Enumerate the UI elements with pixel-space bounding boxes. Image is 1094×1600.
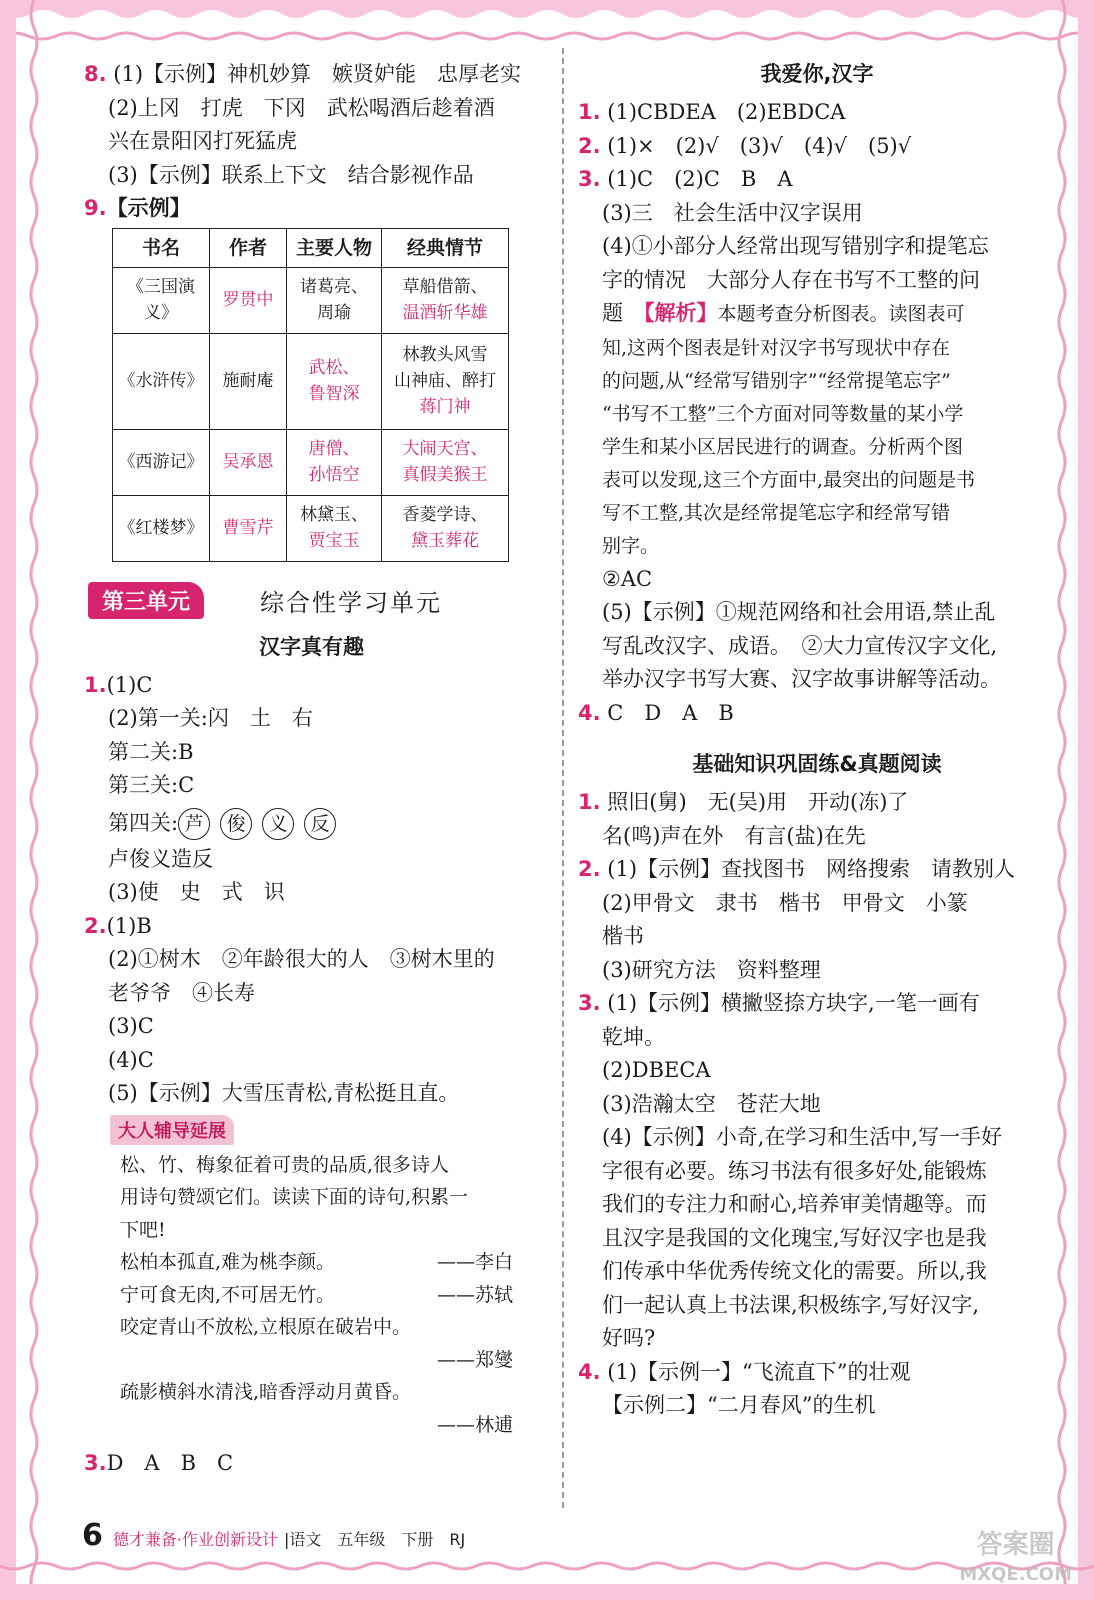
- person: 周瑜: [317, 303, 351, 323]
- table-header: 书名: [113, 228, 210, 267]
- table-header-row: [113, 228, 509, 267]
- r-q3-line: 举办汉字书写大赛、汉字故事讲解等活动。: [602, 667, 1001, 691]
- circled-char: 俊: [220, 808, 252, 840]
- footer-info: |语文 五年级 下册 RJ: [283, 1530, 466, 1549]
- page-number: 6: [82, 1518, 103, 1553]
- table-cell-author: 曹雪芹: [210, 495, 287, 561]
- q2-line: [84, 910, 539, 944]
- extension-tag: 大人辅导延展: [110, 1115, 234, 1145]
- person: 贾宝玉: [308, 531, 360, 551]
- q9-label: 【示例】: [106, 196, 191, 220]
- poem-line: [84, 1246, 539, 1279]
- table-header: 主要人物: [287, 228, 382, 267]
- table-cell-plot: [382, 267, 509, 333]
- b1-text: 照旧(舅) 无(吴)用 开动(冻)了: [607, 790, 909, 814]
- r-q3-analysis-line: 的问题,从“经常写错别字”“经常提笔忘字”: [602, 369, 951, 392]
- r-q3-line: [578, 163, 1056, 197]
- books-table: [112, 228, 509, 562]
- q3-text: D A B C: [106, 1451, 234, 1475]
- r-q3-analysis-line: [578, 297, 1056, 332]
- analysis-tag: 【解析】: [644, 301, 718, 325]
- stage4-label: 第四关:: [108, 810, 179, 835]
- person: 鲁智深: [308, 384, 360, 404]
- poem-author: ——苏轼: [436, 1283, 513, 1306]
- r-q3-line: 字的情况 大部分人存在书写不工整的问: [602, 267, 980, 292]
- table-cell-author: 吴承恩: [210, 429, 287, 495]
- right-column: [578, 58, 1056, 1423]
- unit-title: 综合性学习单元: [260, 588, 443, 617]
- table-row: [113, 267, 509, 333]
- q3-line: [84, 1447, 539, 1481]
- r-q3-line: (4)①小部分人经常出现写错别字和提笔忘: [602, 234, 989, 258]
- r-q4-line: [578, 697, 1056, 731]
- table-row: [113, 333, 509, 429]
- table-cell-author: 罗贯中: [210, 267, 287, 333]
- b1-line: [578, 786, 1056, 820]
- q8-text: (1)【示例】神机妙算 嫉贤妒能 忠厚老实: [113, 62, 522, 86]
- q1-line: 卢俊义造反: [108, 846, 213, 871]
- table-cell-plot: [382, 333, 509, 429]
- b2-line: (2)甲骨文 隶书 楷书 甲骨文 小篆: [602, 890, 968, 915]
- q9-line: [84, 192, 539, 226]
- b2-line: 楷书: [602, 924, 644, 948]
- ext-intro-line: 用诗句赞颂它们。读读下面的诗句,积累一: [120, 1186, 469, 1208]
- r-q3-analysis-line: 学生和某小区居民进行的调查。分析两个图: [602, 435, 964, 458]
- plot-line: 山神庙、醉打: [394, 371, 496, 391]
- q2-line: (3)C: [108, 1014, 154, 1038]
- b3-line: (4)【示例】小奇,在学习和生活中,写一手好: [602, 1125, 1003, 1149]
- poem-line: [84, 1376, 539, 1409]
- q8-number: 8.: [84, 62, 107, 86]
- table-cell-people: [287, 333, 382, 429]
- q3-number: 3.: [84, 1451, 107, 1475]
- b3-line: (2)DBECA: [602, 1058, 711, 1082]
- table-cell-people: [287, 495, 382, 561]
- b1-number: 1.: [578, 790, 601, 814]
- poem-author: ——郑燮: [436, 1348, 513, 1371]
- q1-line: 第三关:C: [108, 773, 195, 797]
- person: 武松、: [308, 358, 360, 378]
- b3-line: (3)浩瀚太空 苍茫大地: [602, 1091, 821, 1116]
- poem-line: [84, 1409, 539, 1442]
- q2-line: (2)①树木 ②年龄很大的人 ③树木里的: [108, 947, 495, 971]
- table-cell-author: 施耐庵: [210, 333, 287, 429]
- b3-number: 3.: [578, 991, 601, 1015]
- q1-line: 第二关:B: [108, 739, 194, 764]
- footer-brand: 德才兼备·作业创新设计: [112, 1530, 278, 1549]
- q2-line: (5)【示例】大雪压青松,青松挺且直。: [108, 1081, 460, 1105]
- plot-line: 真假美猴王: [402, 465, 488, 485]
- section-title: 基础知识巩固练&真题阅读: [692, 752, 942, 776]
- b3-line: 乾坤。: [602, 1024, 665, 1049]
- circled-char: 义: [262, 808, 294, 840]
- b2-text: (1)【示例】查找图书 网络搜索 请教别人: [607, 857, 1016, 881]
- table-cell-book: 《西游记》: [113, 429, 210, 495]
- r-q1-text: (1)CBDEA (2)EBDCA: [607, 100, 846, 124]
- q8-line: [84, 58, 539, 92]
- person: 林黛玉、: [300, 505, 368, 525]
- ext-intro-line: 下吧!: [120, 1218, 166, 1241]
- r-q3-line: ②AC: [602, 566, 653, 591]
- poem-text: 咬定青山不放松,立根原在破岩中。: [120, 1316, 412, 1338]
- poem-line: [84, 1344, 539, 1377]
- r-q3-analysis-line: 表可以发现,这三个方面中,最突出的问题是书: [602, 468, 976, 491]
- r-q3-analysis-line: “书写不工整”三个方面对同等数量的某小学: [602, 402, 964, 425]
- b3-line: 且汉字是我国的文化瑰宝,写好汉字也是我: [602, 1225, 987, 1250]
- q8-line: (2)上冈 打虎 下冈 武松喝酒后趁着酒: [108, 95, 495, 120]
- analysis-pre: 题: [602, 301, 644, 325]
- circled-char: 芦: [178, 808, 210, 840]
- table-cell-book: 《红楼梦》: [113, 495, 210, 561]
- person: 诸葛亮、: [300, 277, 368, 297]
- q2-text: (1)B: [106, 913, 152, 938]
- b4-line: [578, 1356, 1056, 1390]
- watermark-logo: [959, 1530, 1072, 1590]
- q2-line: (4)C: [108, 1047, 154, 1072]
- poem-author: ——林逋: [436, 1413, 513, 1436]
- q8-line: (3)【示例】联系上下文 结合影视作品: [108, 162, 474, 187]
- plot-line: 大闹天宫、: [402, 439, 488, 459]
- q1-stage4: [84, 803, 539, 843]
- poem-line: [84, 1311, 539, 1344]
- b3-line: 们一起认真上书法课,积极练字,写好汉字,: [602, 1292, 980, 1317]
- section-title: 我爱你,汉字: [760, 62, 874, 86]
- q8-line: 兴在景阳冈打死猛虎: [108, 129, 297, 153]
- person: 孙悟空: [308, 465, 360, 485]
- r-q3-line: (5)【示例】①规范网络和社会用语,禁止乱: [602, 600, 996, 624]
- b3-line: [578, 987, 1056, 1021]
- q1-line: (2)第一关:闪 土 右: [108, 706, 313, 730]
- plot-line: 蒋门神: [419, 397, 471, 417]
- b1-line: 名(鸣)声在外 有言(盐)在先: [602, 823, 866, 848]
- r-q3-line: 写乱改汉字、成语。 ②大力宣传汉字文化,: [602, 633, 998, 658]
- analysis-text: 本题考查分析图表。读图表可: [717, 303, 965, 325]
- q9-number: 9.: [84, 196, 107, 220]
- r-q3-analysis-line: 别字。: [602, 534, 660, 557]
- b2-line: (3)研究方法 资料整理: [602, 957, 821, 982]
- ext-intro-line: 松、竹、梅象征着可贵的品质,很多诗人: [120, 1153, 450, 1176]
- r-q3-analysis-line: 知,这两个图表是针对汉字书写现状中存在: [602, 336, 951, 359]
- column-divider: [562, 48, 564, 1508]
- poem-text: 松柏本孤直,难为桃李颜。: [120, 1251, 336, 1273]
- table-row: [113, 429, 509, 495]
- table-cell-book: 《水浒传》: [113, 333, 210, 429]
- poem-author: ——李白: [436, 1251, 513, 1273]
- r-q3-line: (3)三 社会生活中汉字误用: [602, 200, 863, 225]
- r-q4-text: C D A B: [607, 700, 734, 725]
- r-q2-number: 2.: [578, 133, 601, 158]
- r-q4-number: 4.: [578, 700, 601, 725]
- table-cell-book: 《三国演义》: [113, 267, 210, 333]
- b3-line: 我们的专注力和耐心,培养审美情趣等。而: [602, 1192, 987, 1216]
- table-row: [113, 495, 509, 561]
- r-q1-number: 1.: [578, 100, 601, 124]
- table-cell-people: [287, 429, 382, 495]
- watermark-line: MXQE.COM: [959, 1564, 1072, 1585]
- q1-number: 1.: [84, 672, 107, 697]
- plot-line: 温酒斩华雄: [402, 303, 488, 323]
- r-q1-line: [578, 96, 1056, 130]
- r-q2-line: [578, 130, 1056, 164]
- q2-number: 2.: [84, 913, 107, 938]
- poem-text: 宁可食无肉,不可居无竹。: [120, 1283, 336, 1306]
- b4-number: 4.: [578, 1359, 601, 1384]
- poem-text: 疏影横斜水清浅,暗香浮动月黄昏。: [120, 1381, 412, 1403]
- r-q2-text: (1)× (2)√ (3)√ (4)√ (5)√: [607, 133, 912, 158]
- b2-line: [578, 853, 1056, 887]
- watermark-line: 答案圈: [976, 1530, 1055, 1560]
- b2-number: 2.: [578, 857, 601, 881]
- section-title: 汉字真有趣: [259, 634, 364, 659]
- table-cell-plot: [382, 495, 509, 561]
- r-q3-analysis-line: 写不工整,其次是经常提笔忘字和经常写错: [602, 501, 951, 524]
- table-header: 经典情节: [382, 228, 509, 267]
- q2-line: 老爷爷 ④长寿: [108, 980, 255, 1005]
- plot-line: 黛玉葬花: [411, 531, 479, 551]
- plot-line: 林教头风雪: [402, 345, 488, 365]
- circled-char: 反: [304, 808, 336, 840]
- b3-text: (1)【示例】横撇竖捺方块字,一笔一画有: [607, 991, 980, 1015]
- unit-header: [88, 582, 539, 619]
- poem-line: [84, 1279, 539, 1312]
- left-column: [84, 58, 539, 1481]
- b4-line: 【示例二】“二月春风”的生机: [602, 1393, 876, 1417]
- person: 唐僧、: [308, 439, 360, 459]
- b3-line: 们传承中华优秀传统文化的需要。所以,我: [602, 1259, 987, 1283]
- plot-line: 香菱学诗、: [402, 505, 488, 525]
- table-cell-plot: [382, 429, 509, 495]
- q1-line: [84, 669, 539, 703]
- b4-text: (1)【示例一】“飞流直下”的壮观: [607, 1359, 911, 1384]
- b3-line: 字很有必要。练习书法有很多好处,能锻炼: [602, 1158, 987, 1183]
- b3-line: 好吗?: [602, 1326, 656, 1350]
- q1-line: (3)使 史 式 识: [108, 880, 285, 904]
- plot-line: 草船借箭、: [402, 277, 488, 297]
- r-q3-number: 3.: [578, 167, 601, 191]
- table-header: 作者: [210, 228, 287, 267]
- table-cell-people: [287, 267, 382, 333]
- page-footer: [82, 1518, 465, 1553]
- q1-text: (1)C: [106, 672, 153, 697]
- r-q3-text: (1)C (2)C B A: [607, 167, 793, 191]
- unit-badge: 第三单元: [88, 582, 204, 619]
